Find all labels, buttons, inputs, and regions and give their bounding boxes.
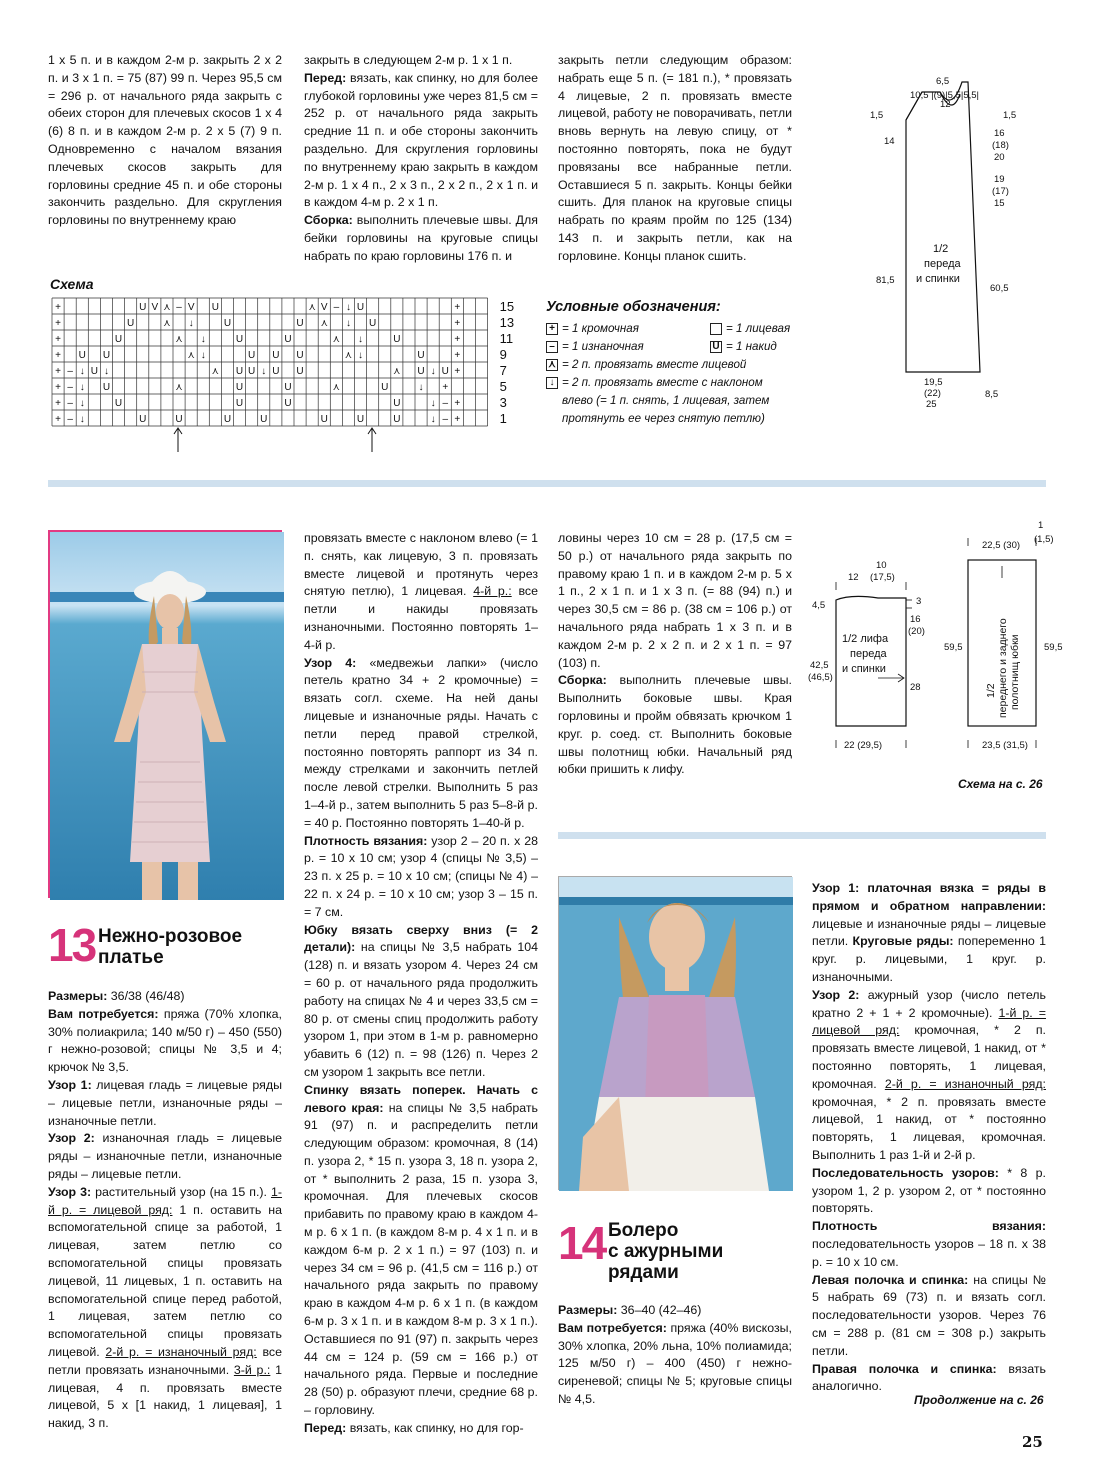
model-14-title-line1: Болеро xyxy=(608,1220,679,1241)
svg-text:1/2: 1/2 xyxy=(933,243,949,255)
legend-k2tog: ⋏ = 2 п. провязать вместе лицевой xyxy=(546,356,806,374)
chart-row-number: 13 xyxy=(499,315,515,330)
svg-text:12: 12 xyxy=(848,572,859,583)
chart-symbol: ⋏ xyxy=(332,382,341,393)
b-pattern2-label: Узор 2: xyxy=(812,987,860,1002)
sizes14-value: 36–40 (42–46) xyxy=(620,1303,702,1317)
back-label: Спинку вязать поперек. Начать с левого края: xyxy=(304,1082,538,1115)
dress-bodice-skirt-schema xyxy=(806,518,1063,793)
chart-symbol: – xyxy=(67,382,73,393)
front13-text: вязать, как спинку, но для гор- xyxy=(349,1420,524,1435)
chart-symbol: U xyxy=(356,302,365,313)
right13-text-a: ловины через 10 см = 28 р. (17,5 см = 50 р.) от начального ряда закрыть по правому краю 1 п. и в каждом 2-м р. 5 х 1 п., 2 х 1 п. и 1 х 3 п. (= 88 (94) п.) и через 30,5 см = 86 р. (38 см = 106 р.) от начального ряда набрать 1 х 3 п. и в каждом 2-м р. 2 х 2 п. и 2 х 1 п. = 97 (103) п. xyxy=(558,531,792,670)
sizes-label: Размеры: xyxy=(48,989,108,1003)
chart-row-number: 1 xyxy=(499,411,507,426)
svg-text:28: 28 xyxy=(910,682,921,693)
b-pattern1-bold: платочная вязка = ряды в прямом и обратном направлении: xyxy=(812,881,1046,913)
svg-text:19,5: 19,5 xyxy=(924,377,943,388)
svg-text:и спинки: и спинки xyxy=(842,663,886,675)
chart-symbol: ⋏ xyxy=(344,350,353,361)
chart-symbol: ↓ xyxy=(358,350,364,361)
chart-symbol: – xyxy=(67,414,73,425)
chart-symbol: ⋏ xyxy=(163,302,171,313)
page-number: 25 xyxy=(1022,1433,1043,1451)
model-14-instructions xyxy=(558,1302,792,1409)
section-separator xyxy=(48,480,1046,487)
left-front-label: Левая полочка и спинка: xyxy=(812,1272,969,1287)
chart-symbol: U xyxy=(235,334,244,345)
right-front-label: Правая полочка и спинка: xyxy=(812,1361,997,1376)
chart-symbol: + xyxy=(454,302,461,313)
b-pattern2-row2-text: кромочная, * 2 п. провязать вместе лицевой, 1 накид, от * постоянно повторять, 1 лицевая, кромочная. Выполнить 1 раз 1-й и 2-й р. xyxy=(812,1094,1046,1162)
svg-text:1/2 лифа: 1/2 лифа xyxy=(842,633,889,645)
mid-text-a: провязать вместе с наклоном влево (= 1 п. снять, как лицевую, 3 п. провязать вместе лицевой и протянуть через снятую петлю), 1 лицевая. xyxy=(304,531,538,599)
chart-symbol: ↓ xyxy=(79,366,85,377)
model-13-title xyxy=(98,926,242,968)
chart-symbol: U xyxy=(114,334,123,345)
model-14-title-line2: с ажурными xyxy=(608,1241,724,1262)
svg-text:1: 1 xyxy=(1038,520,1044,531)
svg-text:1,5: 1,5 xyxy=(1003,110,1017,121)
chart-symbol: U xyxy=(393,334,401,345)
chart-symbol: ⋏ xyxy=(187,350,195,361)
chart-symbol: + xyxy=(454,366,461,377)
chart-symbol: + xyxy=(454,318,461,329)
svg-text:8,5: 8,5 xyxy=(985,389,999,400)
skirt-text: на спицы № 3,5 набрать 104 (128) п. и вязать узором 4. Через 24 см = 60 р. от начального ряда продолжить работу на спицах № 4 и через 33,5 см = 80 р. от смены спиц продолжить работу узором 1, при этом в 1-м р. равномерно убавить 6 (12) п. = 98 (126) п. Через 2 см узором 1 закрыть все петли. xyxy=(304,940,538,1079)
materials14-label: Вам потребуется: xyxy=(558,1320,667,1335)
chart-symbol: U xyxy=(260,414,268,425)
legend xyxy=(546,298,806,428)
svg-text:(20): (20) xyxy=(908,626,925,637)
chart-row-number: 5 xyxy=(499,379,507,394)
pattern3-row3-text: 1 лицевая, 4 п. провязать вместе лицевой, 5 х [1 накид, 1 лицевая], 1 накид, 3 п. xyxy=(48,1362,282,1431)
chart-symbol: ↓ xyxy=(103,366,109,377)
chart-symbol: ⋏ xyxy=(163,318,171,329)
chart-symbol: U xyxy=(175,414,183,425)
chart-symbol: U xyxy=(114,398,123,409)
svg-text:(1,5): (1,5) xyxy=(1034,534,1054,545)
svg-text:4,5: 4,5 xyxy=(812,600,826,611)
chart-symbol: + xyxy=(454,350,461,361)
svg-text:25: 25 xyxy=(926,399,937,410)
legend-yarnover: U = 1 накид xyxy=(710,338,777,356)
pattern4-text: «медвежьи лапки» (число петель кратно 34 + 2 кромочные) = вязать согл. схеме. На ней даны лицевые и изнаночные ряды. Начать с петли перед правой стрелкой, постоянно повторять раппорт из 34 п. между стрелками и закончить петлей после левой стрелки. Выполнить 5 раз 1–4-й р., затем выполнить 5 раз 5–8-й р. = 40 р. Постоянно повторять 1–40-й р. xyxy=(304,655,538,830)
left-front-text: на спицы № 5 набрать 69 (73) п. и вязать согл. последовательности узоров. Через 76 см = 288 р. (81 см = 308 р.) закрыть петли. xyxy=(812,1272,1046,1358)
chart-symbol: U xyxy=(272,366,280,377)
chart-row-number: 9 xyxy=(499,347,507,362)
pattern3-text: растительный узор (на 15 п.). xyxy=(95,1184,267,1199)
b-pattern2-row1-label: 1-й р. = лицевой ряд: xyxy=(812,1005,1046,1038)
chart-symbol: ⋏ xyxy=(175,334,183,345)
pattern3-row3-label: 3-й р.: xyxy=(233,1362,271,1377)
chart-symbol: – xyxy=(442,414,449,425)
chart-symbol: + xyxy=(55,414,61,425)
svg-text:10: 10 xyxy=(876,560,887,571)
materials-label: Вам потребуется: xyxy=(48,1006,159,1021)
chart-symbol: U xyxy=(393,414,401,425)
dress-pattern-schema xyxy=(860,72,1050,412)
chart-title: Схема xyxy=(50,276,94,292)
far-right-column xyxy=(812,880,1046,1396)
b-pattern1-round-text: попеременно 1 круг. р. лицевыми, 1 круг. р. изнаночными. xyxy=(812,934,1047,984)
chart-symbol: U xyxy=(356,414,365,425)
chart-symbol: V xyxy=(320,302,328,313)
svg-text:(17,5): (17,5) xyxy=(870,572,895,583)
chart-symbol: – xyxy=(333,302,340,313)
svg-text:1,5: 1,5 xyxy=(870,110,884,121)
chart-row-number: 3 xyxy=(499,395,507,410)
svg-text:(17): (17) xyxy=(992,186,1009,197)
svg-text:14: 14 xyxy=(884,136,895,147)
back-text: на спицы № 3,5 набрать 91 (97) п. и распределить петли следующим образом: кромочная, 8 (14) п. узора 2, * 15 п. узора 3, 18 п. узора 2, от * выполнить 2 раза, 15 п. узора 3, кромочная. Для плечевых скосов прибавить по правому краю в каждом 4-м р. 6 х 1 п. (в каждом 8-м р. 4 х 1 п. и в каждом 6-м р. 2 х 1 п.) = 97 (103) п. и через 34 см = 96 р. (41,5 см = 116 р.) от начального ряда закрыть по правому краю в каждом 4-м р. 6 х 1 п. (в каждом 6-м р. 3 х 1 п. и в каждом 8-м р. 3 х 1 п.). Оставшиеся по 91 (97) п. закрыть через 44 см = 124 р. (59 см = 166 р.) от начального ряда. Первые и последние 28 (50) р. образуют плечи, средние 68 р. – горловину. xyxy=(304,1100,538,1418)
model-13-title-line2: платье xyxy=(98,947,164,968)
top-col1-text: 1 х 5 п. и в каждом 2-м р. закрыть 2 х 2 п. и 3 х 1 п. = 75 (87) 99 п. Через 95,5 см = 296 р. от начального ряда закрыть с обеих сторон для плечевых скосов 1 х 4 (6) 8 п. и в каждом 2-м р. 2 х 5 (7) 9 п. Одновременно с началом вязания плечевых скосов закрыть для горловины средние 45 п. и обе стороны закончить раздельно. Для скругления горловины по внутреннему краю xyxy=(48,53,282,228)
skirt-label: Юбку вязать сверху вниз (= 2 детали): xyxy=(304,922,538,955)
chart-symbol: U xyxy=(235,382,244,393)
section-separator-2 xyxy=(558,832,1046,839)
pattern3-row2-label: 2-й р. = изнаночный ряд: xyxy=(105,1344,257,1359)
chart-symbol: U xyxy=(223,414,232,425)
chart-symbol: ⋏ xyxy=(211,366,220,377)
continue-note: Продолжение на с. 26 xyxy=(914,1393,1044,1407)
chart-symbol: ↓ xyxy=(430,366,436,377)
chart-symbol: + xyxy=(55,350,61,361)
chart-symbol: ↓ xyxy=(188,318,194,329)
pattern2-label: Узор 2: xyxy=(48,1131,95,1146)
svg-text:23,5 (31,5): 23,5 (31,5) xyxy=(982,740,1028,751)
chart-row-number: 7 xyxy=(499,363,507,378)
chart-symbol: ↓ xyxy=(200,334,206,345)
model-14-number: 14 xyxy=(558,1217,606,1269)
chart-symbol: ↓ xyxy=(200,350,206,361)
chart-symbol: + xyxy=(442,382,449,393)
chart-symbol: ↓ xyxy=(261,366,267,377)
svg-text:16: 16 xyxy=(994,128,1005,139)
chart-symbol: + xyxy=(454,398,461,409)
pattern3-label: Узор 3: xyxy=(48,1184,92,1199)
chart-symbol: ⋏ xyxy=(320,318,328,329)
chart-symbol: ↓ xyxy=(345,302,351,313)
schema-ref: Схема на с. 26 xyxy=(958,777,1043,791)
front13-label: Перед: xyxy=(304,1420,347,1435)
pattern3-row1-label: 1-й р. = лицевой ряд: xyxy=(48,1184,283,1217)
svg-text:60,5: 60,5 xyxy=(990,283,1009,294)
model-14-photo xyxy=(558,876,792,1190)
pattern1-text: лицевая гладь = лицевые ряды – лицевые петли, изнаночные ряды – изнаночные петли. xyxy=(48,1077,282,1128)
chart-symbol: U xyxy=(417,350,425,361)
chart-symbol: U xyxy=(235,366,244,377)
chart-symbol: ⋏ xyxy=(332,334,341,345)
svg-text:20: 20 xyxy=(994,152,1005,163)
chart-symbol: ↓ xyxy=(79,414,85,425)
chart-symbol: U xyxy=(90,366,98,377)
materials14-value: пряжа (40% вискозы, 30% хлопка, 20% льна, 10% полиамида; 125 м/50 г) – 400 (450) г нежно-сиреневой; спицы № 5; круговые спицы № 4,5. xyxy=(558,1320,792,1406)
model-14-title-line3: рядами xyxy=(608,1262,679,1283)
chart-symbol: U xyxy=(296,318,304,329)
chart-symbol: U xyxy=(284,382,292,393)
chart-symbol: – xyxy=(442,398,449,409)
pattern2-text: изнаночная гладь = лицевые ряды – изнаночные петли, изнаночные ряды – лицевые петли. xyxy=(48,1131,282,1181)
svg-text:16: 16 xyxy=(910,614,921,625)
chart-symbol: U xyxy=(284,398,292,409)
front-text: вязать, как спинку, но для более глубокой горловины уже через 81,5 см = 252 р. от начального ряда закрыть средние 11 п. и обе стороны закончить раздельно. Для скругления горловины по внутреннему краю закрыть в каждом 2-м р. 1 х 4 п., 2 х 3 п., 2 х 2 п., 2 х 1 п. и в каждом 4-м р. 2 х 1 п. xyxy=(304,70,538,210)
svg-text:полотнищ юбки: полотнищ юбки xyxy=(1009,634,1021,710)
chart-symbol: U xyxy=(320,414,328,425)
chart-symbol: U xyxy=(248,366,256,377)
chart-symbol: ↓ xyxy=(430,414,436,425)
chart-symbol: – xyxy=(176,302,182,313)
b-density-text: последовательность узоров – 18 п. х 38 р. = 10 х 10 см. xyxy=(812,1236,1046,1269)
mid-text-a2: все петли и накиды провязать изнаночными. Постоянно повторять 1–4-й р. xyxy=(304,584,538,652)
chart-symbol: U xyxy=(235,398,244,409)
chart-symbol: + xyxy=(55,382,61,393)
chart-symbol: ⋏ xyxy=(175,382,183,393)
chart-symbol: U xyxy=(248,350,256,361)
legend-edge: + = 1 кромочная xyxy=(546,320,696,338)
svg-text:59,5: 59,5 xyxy=(1044,642,1063,653)
top-column-3 xyxy=(558,52,792,266)
svg-text:(18): (18) xyxy=(992,140,1009,151)
density-label: Плотность вязания: xyxy=(304,833,428,848)
chart-symbol: + xyxy=(55,366,61,377)
middle-column xyxy=(304,530,538,1438)
assembly-label: Сборка: xyxy=(304,213,353,228)
sequence-label: Последовательность узоров: xyxy=(812,1165,999,1180)
chart-row-number: 11 xyxy=(499,331,514,346)
svg-text:1/2: 1/2 xyxy=(985,683,997,698)
chart-symbol: ⋏ xyxy=(308,302,316,313)
chart-symbol: U xyxy=(78,350,86,361)
density-text: узор 2 – 20 п. х 28 р. = 10 х 10 см; узор 4 (спицы № 3,5) – 23 п. х 25 р. = 10 х 10 см; (спицы № 4) – 22 п. х 24 р. = 10 х 10 см; узор 3 – 15 п. = 7 см. xyxy=(304,833,538,919)
chart-symbol: U xyxy=(441,366,449,377)
model-13-title-line1: Нежно-розовое xyxy=(98,926,243,947)
chart-symbol: U xyxy=(102,382,111,393)
legend-purl: – = 1 изнаночная xyxy=(546,338,696,356)
top-col2-text1: закрыть в следующем 2-м р. 1 х 1 п. xyxy=(304,53,513,67)
chart-symbol: U xyxy=(381,382,389,393)
legend-ssk: ↓ = 2 п. провязать вместе с наклоном влево (= 1 п. снять, 1 лицевая, затем протянуть ее через снятую петлю) xyxy=(546,374,806,428)
pattern3-row1-text: 1 п. оставить на вспомогательной спице за работой, 1 лицевая, затем петлю со вспомогательной спицы провязать лицевой, 11 лицевых, 1 п. оставить на вспомогательной спице перед работой, 1 лицевая, затем петлю со вспомогательной спицы провязать лицевой. xyxy=(48,1202,282,1359)
chart-symbol: ⋏ xyxy=(393,366,401,377)
svg-text:10,5 |(9)|5,5|5,5|: 10,5 |(9)|5,5|5,5| xyxy=(910,90,980,101)
chart-symbol: U xyxy=(369,318,377,329)
materials-value: пряжа (70% хлопка, 30% полиакрила; 140 м/50 г) – 450 (550) г нежно-розовой; спицы № 3,5 и 4; крючок № 3,5. xyxy=(48,1006,282,1075)
svg-text:59,5: 59,5 xyxy=(944,642,963,653)
chart-symbol: + xyxy=(55,334,61,345)
svg-text:переднего и заднего: переднего и заднего xyxy=(997,618,1009,718)
chart-symbol: – xyxy=(67,366,73,377)
assembly13-text: выполнить плечевые швы. Выполнить боковые швы. Края горловины и пройм обвязать крючком 1 круг. р. соед. ст. Выполнить боковые швы полотнищ юбки. Начальный ряд юбки пришить к лифу. xyxy=(558,673,792,777)
model-14-title xyxy=(608,1220,723,1283)
svg-text:12: 12 xyxy=(940,99,951,110)
pattern4-label: Узор 4: xyxy=(304,655,357,670)
svg-text:22 (29,5): 22 (29,5) xyxy=(844,740,883,751)
chart-symbol: + xyxy=(55,302,61,313)
chart-symbol: V xyxy=(187,302,195,313)
chart-symbol: U xyxy=(139,302,147,313)
model-13-photo xyxy=(48,530,282,898)
b-pattern1-round-label: Круговые ряды: xyxy=(852,934,954,949)
model-13-number: 13 xyxy=(48,919,96,971)
svg-text:81,5: 81,5 xyxy=(876,275,895,286)
chart-symbol: V xyxy=(151,302,159,313)
svg-text:(46,5): (46,5) xyxy=(808,672,833,683)
b-pattern1-label: Узор 1: xyxy=(812,881,860,895)
b-density-label: Плотность вязания: xyxy=(812,1219,1046,1234)
chart-symbol: ↓ xyxy=(358,334,364,345)
top-column-2 xyxy=(304,52,538,266)
svg-text:15: 15 xyxy=(994,198,1005,209)
right-column-13 xyxy=(558,530,792,779)
svg-text:и спинки: и спинки xyxy=(916,273,960,285)
chart-symbol: U xyxy=(127,318,135,329)
svg-text:6,5: 6,5 xyxy=(936,76,950,87)
legend-title: Условные обозначения: xyxy=(546,299,721,315)
chart-symbol: ↓ xyxy=(345,318,351,329)
chart-symbol: + xyxy=(454,414,461,425)
b-pattern1-text: лицевые и изнаночные ряды – лицевые петли. xyxy=(812,916,1046,949)
chart-symbol: U xyxy=(139,414,147,425)
svg-text:19: 19 xyxy=(994,174,1005,185)
b-pattern2-row2-label: 2-й р. = изнаночный ряд: xyxy=(884,1076,1046,1091)
chart-symbol: U xyxy=(102,350,111,361)
chart-symbol: U xyxy=(296,350,304,361)
right-front-text: вязать аналогично. xyxy=(812,1361,1046,1394)
sizes14-label: Размеры: xyxy=(558,1303,618,1317)
svg-text:(22): (22) xyxy=(924,388,941,399)
chart-symbol: ↓ xyxy=(418,382,424,393)
chart-symbol: + xyxy=(454,334,461,345)
top-col3-text: закрыть петли следующим образом: набрать еще 5 п. (= 181 п.), * провязать 4 лицевые, 2 п. провязать вместе лицевой, работу не поворачивать, петли вновь вернуть на левую спицу, от * постоянно повторять, пока не будут провязаны все набранные петли. Оставшиеся 5 п. закрыть. Концы бейки сшить. Для планок на круговые спицы набрать по краям пройм по 125 (134) 143 п. и закрыть петли, как на горловине. Концы планок сшить. xyxy=(558,53,792,263)
chart-symbol: ↓ xyxy=(430,398,436,409)
chart-symbol: U xyxy=(223,318,232,329)
svg-text:переда: переда xyxy=(850,648,887,660)
chart-symbol: U xyxy=(284,334,292,345)
legend-knit: = 1 лицевая xyxy=(710,320,790,338)
chart-symbol: U xyxy=(272,350,280,361)
sequence-text: * 8 р. узором 1, 2 р. узором 2, от * постоянно повторять. xyxy=(812,1165,1046,1216)
stitch-chart xyxy=(50,296,520,456)
chart-symbol: U xyxy=(296,366,304,377)
sizes-value: 36/38 (46/48) xyxy=(110,989,185,1003)
assembly13-label: Сборка: xyxy=(558,673,607,688)
assembly-text: выполнить плечевые швы. Для бейки горловины на круговые спицы набрать по краю горловины 176 п. и xyxy=(304,213,538,263)
top-column-1 xyxy=(48,52,282,230)
chart-row-number: 15 xyxy=(499,299,515,314)
chart-symbol: ↓ xyxy=(79,382,85,393)
chart-symbol: + xyxy=(55,398,61,409)
svg-text:переда: переда xyxy=(924,258,961,270)
front-label: Перед: xyxy=(304,70,347,85)
svg-text:42,5: 42,5 xyxy=(810,660,829,671)
chart-symbol: ↓ xyxy=(79,398,85,409)
chart-symbol: + xyxy=(55,318,61,329)
chart-symbol: U xyxy=(417,366,425,377)
chart-symbol: U xyxy=(393,398,401,409)
b-pattern2-row1-text: кромочная, * 2 п. провязать вместе лицевой, 1 накид, от * постоянно повторять, 1 лицевая, кромочная. xyxy=(812,1023,1046,1091)
b-pattern2-text: ажурный узор (число петель кратно 2 + 1 + 2 кромочные). xyxy=(812,987,1046,1020)
pattern3-row2-text: все петли провязать изнаночными. xyxy=(48,1344,282,1377)
chart-symbol: U xyxy=(211,302,219,313)
svg-text:3: 3 xyxy=(916,596,922,607)
pattern1-label: Узор 1: xyxy=(48,1077,92,1092)
mid-row4-label: 4-й р.: xyxy=(473,584,512,599)
svg-text:22,5 (30): 22,5 (30) xyxy=(982,540,1021,551)
chart-symbol: – xyxy=(67,398,73,409)
model-13-instructions xyxy=(48,988,282,1433)
